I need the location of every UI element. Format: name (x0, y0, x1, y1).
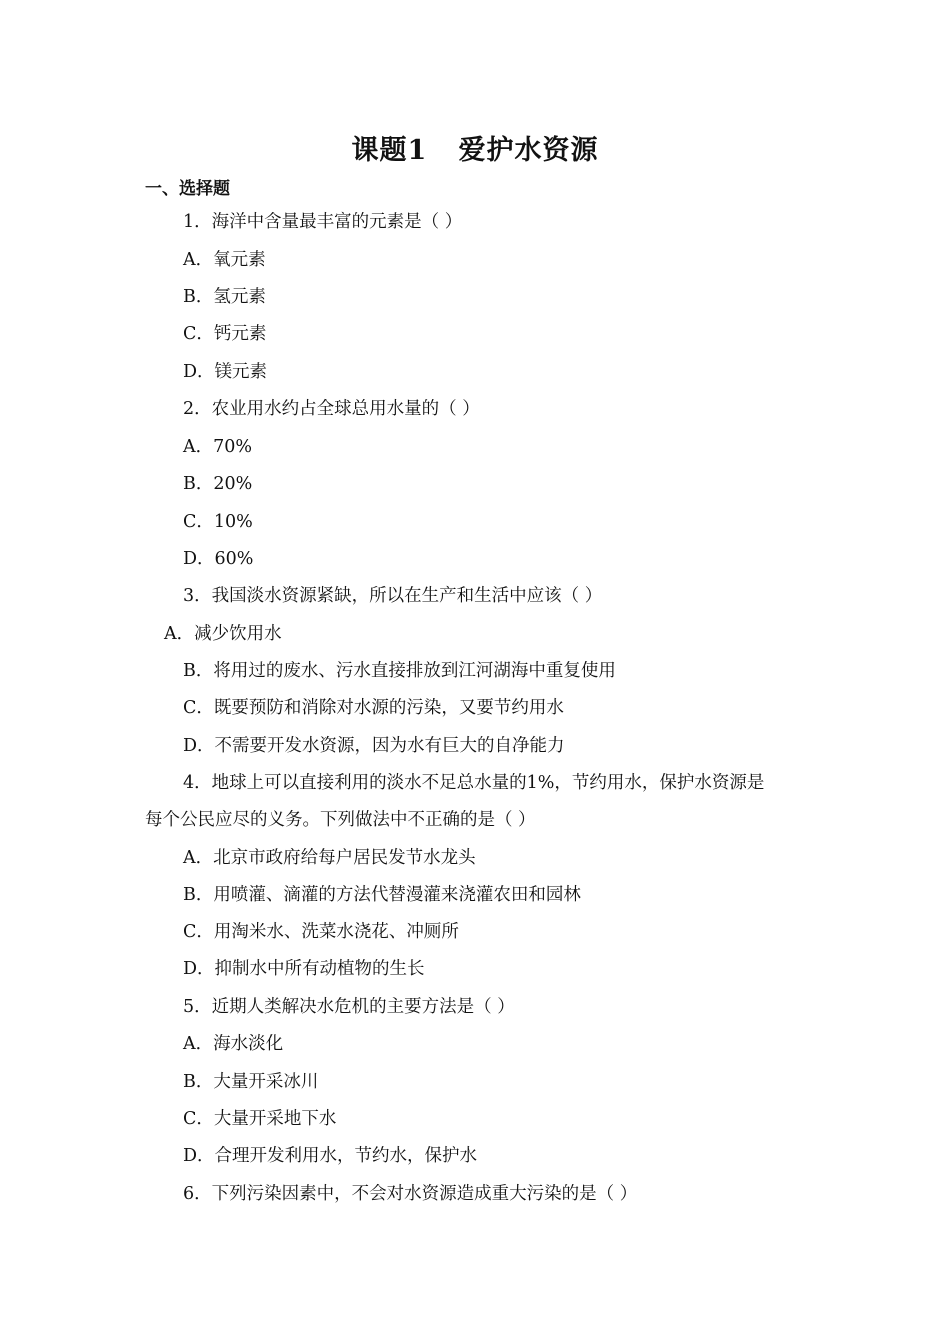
question-6: 6．下列污染因素中，不会对水资源造成重大污染的是（ ） (183, 1184, 638, 1204)
question-2: 2．农业用水约占全球总用水量的（ ） (183, 399, 480, 419)
question-3: 3．我国淡水资源紧缺，所以在生产和生活中应该（ ） (183, 586, 603, 606)
q1-option-c: C．钙元素 (183, 324, 267, 344)
question-4-continued: 每个公民应尽的义务。下列做法中不正确的是（ ） (145, 810, 536, 830)
question-4: 4．地球上可以直接利用的淡水不足总水量的1%，节约用水，保护水资源是 (183, 773, 765, 793)
q5-option-b: B．大量开采冰川 (183, 1072, 319, 1092)
q5-option-c: C．大量开采地下水 (183, 1109, 337, 1129)
q2-option-b: B．20% (183, 474, 253, 494)
q1-option-a: A．氧元素 (183, 250, 266, 270)
q4-option-a: A．北京市政府给每户居民发节水龙头 (183, 848, 476, 868)
q2-option-d: D．60% (183, 549, 254, 569)
page-title: 课题1 爱护水资源 (351, 135, 599, 166)
q3-option-d: D．不需要开发水资源，因为水有巨大的自净能力 (183, 736, 565, 756)
q1-option-b: B．氢元素 (183, 287, 266, 307)
q1-option-d: D．镁元素 (183, 362, 268, 382)
q3-option-b: B．将用过的废水、污水直接排放到江河湖海中重复使用 (183, 661, 616, 681)
question-5: 5．近期人类解决水危机的主要方法是（ ） (183, 997, 515, 1017)
q3-option-c: C．既要预防和消除对水源的污染，又要节约用水 (183, 698, 564, 718)
q4-option-c: C．用淘米水、洗菜水浇花、冲厕所 (183, 922, 459, 942)
q4-option-b: B．用喷灌、滴灌的方法代替漫灌来浇灌农田和园林 (183, 885, 581, 905)
question-1: 1．海洋中含量最丰富的元素是（ ） (183, 212, 463, 232)
q2-option-c: C．10% (183, 512, 253, 532)
q2-option-a: A．70% (183, 437, 253, 457)
q5-option-d: D．合理开发利用水，节约水，保护水 (183, 1146, 478, 1166)
q5-option-a: A．海水淡化 (183, 1034, 284, 1054)
section-heading: 一、选择题 (145, 179, 230, 199)
q3-option-a: A．减少饮用水 (164, 624, 282, 644)
q4-option-d: D．抑制水中所有动植物的生长 (183, 959, 425, 979)
